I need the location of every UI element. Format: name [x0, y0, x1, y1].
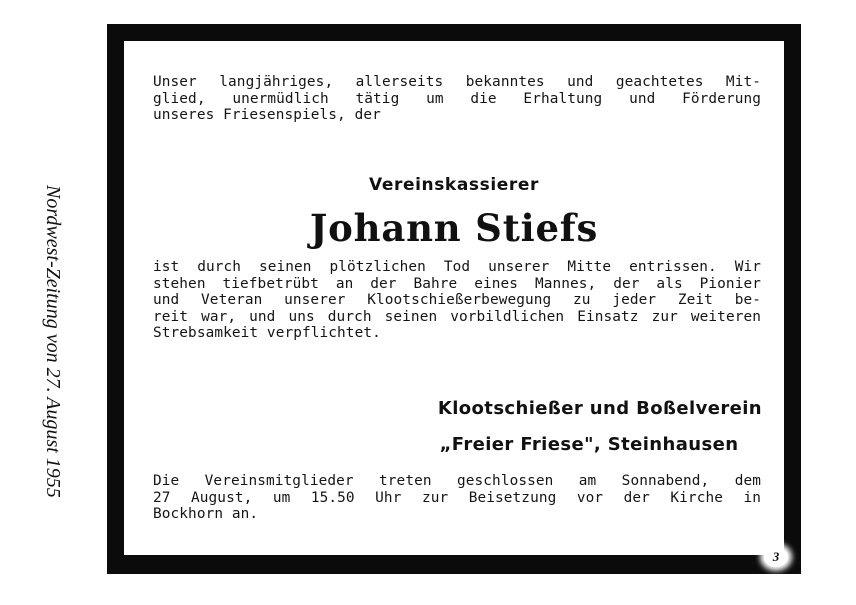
club-name: Klootschießer und Boßelverein	[437, 398, 762, 419]
body-paragraph	[153, 259, 761, 342]
deceased-name: Johann Stiefs	[309, 206, 599, 250]
body-line: reit war, und uns durch seinen vorbildlichen Einsatz zur weiteren	[153, 308, 761, 325]
club-name-location: „Freier Friese", Steinhausen	[439, 434, 739, 455]
page-number-badge: 3	[764, 547, 788, 567]
body-line: stehen tiefbetrübt an der Bahre eines Mannes, der als Pionier	[153, 275, 761, 292]
intro-line: glied, unermüdlich tätig um die Erhaltung und Förderung	[153, 90, 761, 107]
footer-line: Bockhorn an.	[153, 506, 259, 522]
footer-line: 27 August, um 15.50 Uhr zur Beisetzung vor der Kirche in	[153, 489, 761, 506]
footer-line: Die Vereinsmitglieder treten geschlossen am Sonnabend, dem	[153, 473, 761, 489]
obituary-notice	[124, 41, 784, 555]
obituary-frame	[107, 24, 801, 574]
intro-line: Unser langjähriges, allerseits bekanntes und geachtetes Mit-	[153, 74, 761, 90]
newspaper-source-caption: Nordwest-Zeitung von 27. August 1955	[42, 185, 64, 498]
intro-line: unseres Friesenspiels, der	[153, 107, 381, 123]
body-line: Strebsamkeit verpflichtet.	[153, 325, 381, 341]
deceased-role: Vereinskassierer	[369, 175, 539, 195]
body-line: und Veteran unserer Klootschießerbewegung zu jeder Zeit be-	[153, 292, 761, 308]
intro-paragraph	[153, 74, 761, 124]
footer-paragraph	[153, 473, 761, 523]
body-line: ist durch seinen plötzlichen Tod unserer Mitte entrissen. Wir	[153, 259, 761, 275]
